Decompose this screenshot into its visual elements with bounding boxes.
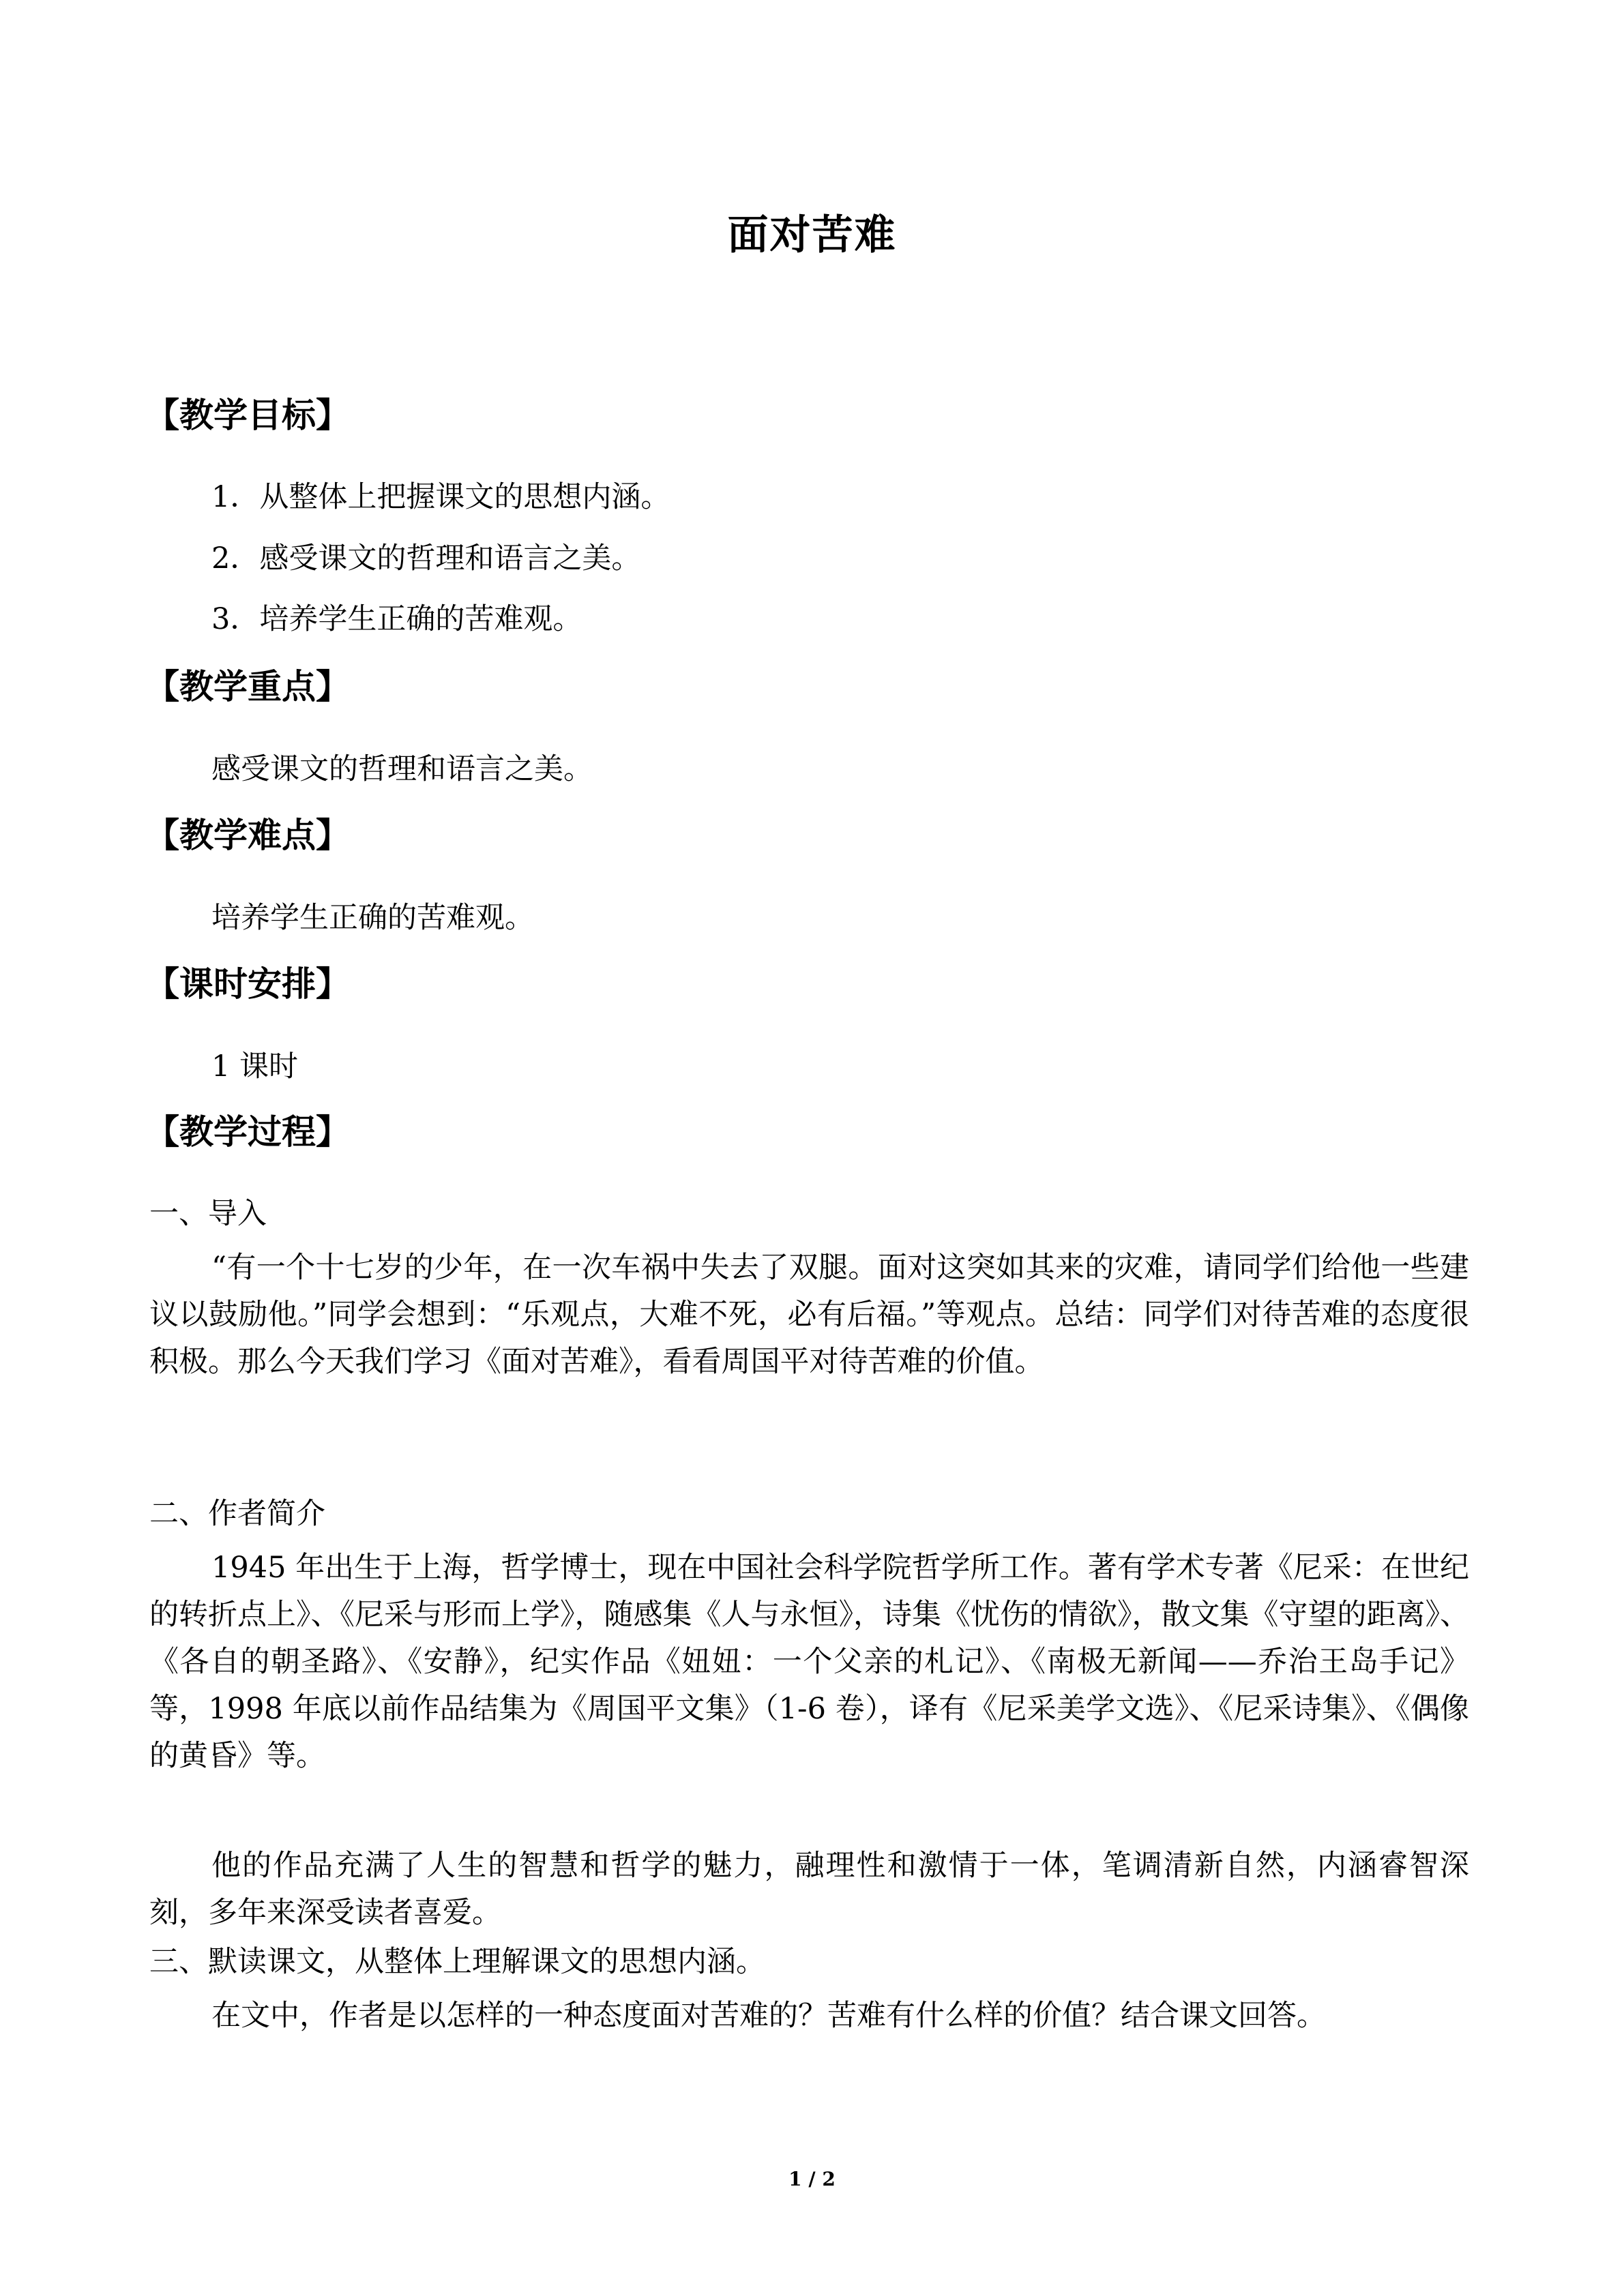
schedule-text: 1 课时 [211,1049,299,1084]
process-part2-title: 二、作者简介 [149,1497,325,1531]
process-part1-text: “有一个十七岁的少年，在一次车祸中失去了双腿。面对这突如其来的灾难，请同学们给他一些建议以鼓励他。”同学会想到：“乐观点，大难不死，必有后福。”等观点。总结：同学们对待苦难的态度很积极。那么今天我们学习《面对苦难》，看看周国平对待苦难的价值。 [149,1251,1469,1379]
heading-objectives: 【教学目标】 [145,396,350,435]
heading-schedule: 【课时安排】 [145,964,350,1004]
heading-focus: 【教学重点】 [145,667,350,706]
process-part2-text2: 他的作品充满了人生的智慧和哲学的魅力，融理性和激情于一体，笔调清新自然，内涵睿智深刻，多年来深受读者喜爱。 [149,1849,1469,1930]
process-part1-title: 一、导入 [149,1197,267,1231]
objective-item: 1．从整体上把握课文的思想内涵。 [211,480,670,514]
difficulty-text: 培养学生正确的苦难观。 [211,901,534,935]
heading-process: 【教学过程】 [145,1112,350,1152]
process-part3-title: 三、默读课文，从整体上理解课文的思想内涵。 [149,1945,765,1979]
page-number: 1 / 2 [788,2168,836,2190]
process-part2-text1: 1945 年出生于上海，哲学博士，现在中国社会科学院哲学所工作。著有学术专著《尼采：在世纪的转折点上》、《尼采与形而上学》，随感集《人与永恒》，诗集《忧伤的情欲》，散文集《守望的距离》、《各自的朝圣路》、《安静》，纪实作品《妞妞：一个父亲的札记》、《南极无新闻——乔治王岛手记》等，1998 年底以前作品结集为《周国平文集》（1-6 卷），译有《尼采美学文选》、《尼采诗集》、《偶像的黄昏》等。 [149,1551,1469,1773]
objective-item: 2．感受课文的哲理和语言之美。 [211,541,641,576]
heading-difficulty: 【教学难点】 [145,816,350,855]
objective-item: 3．培养学生正确的苦难观。 [211,602,582,636]
document-title: 面对苦难 [727,211,897,259]
process-part3-text: 在文中，作者是以怎样的一种态度面对苦难的？苦难有什么样的价值？结合课文回答。 [211,1999,1326,2033]
focus-text: 感受课文的哲理和语言之美。 [211,752,593,786]
